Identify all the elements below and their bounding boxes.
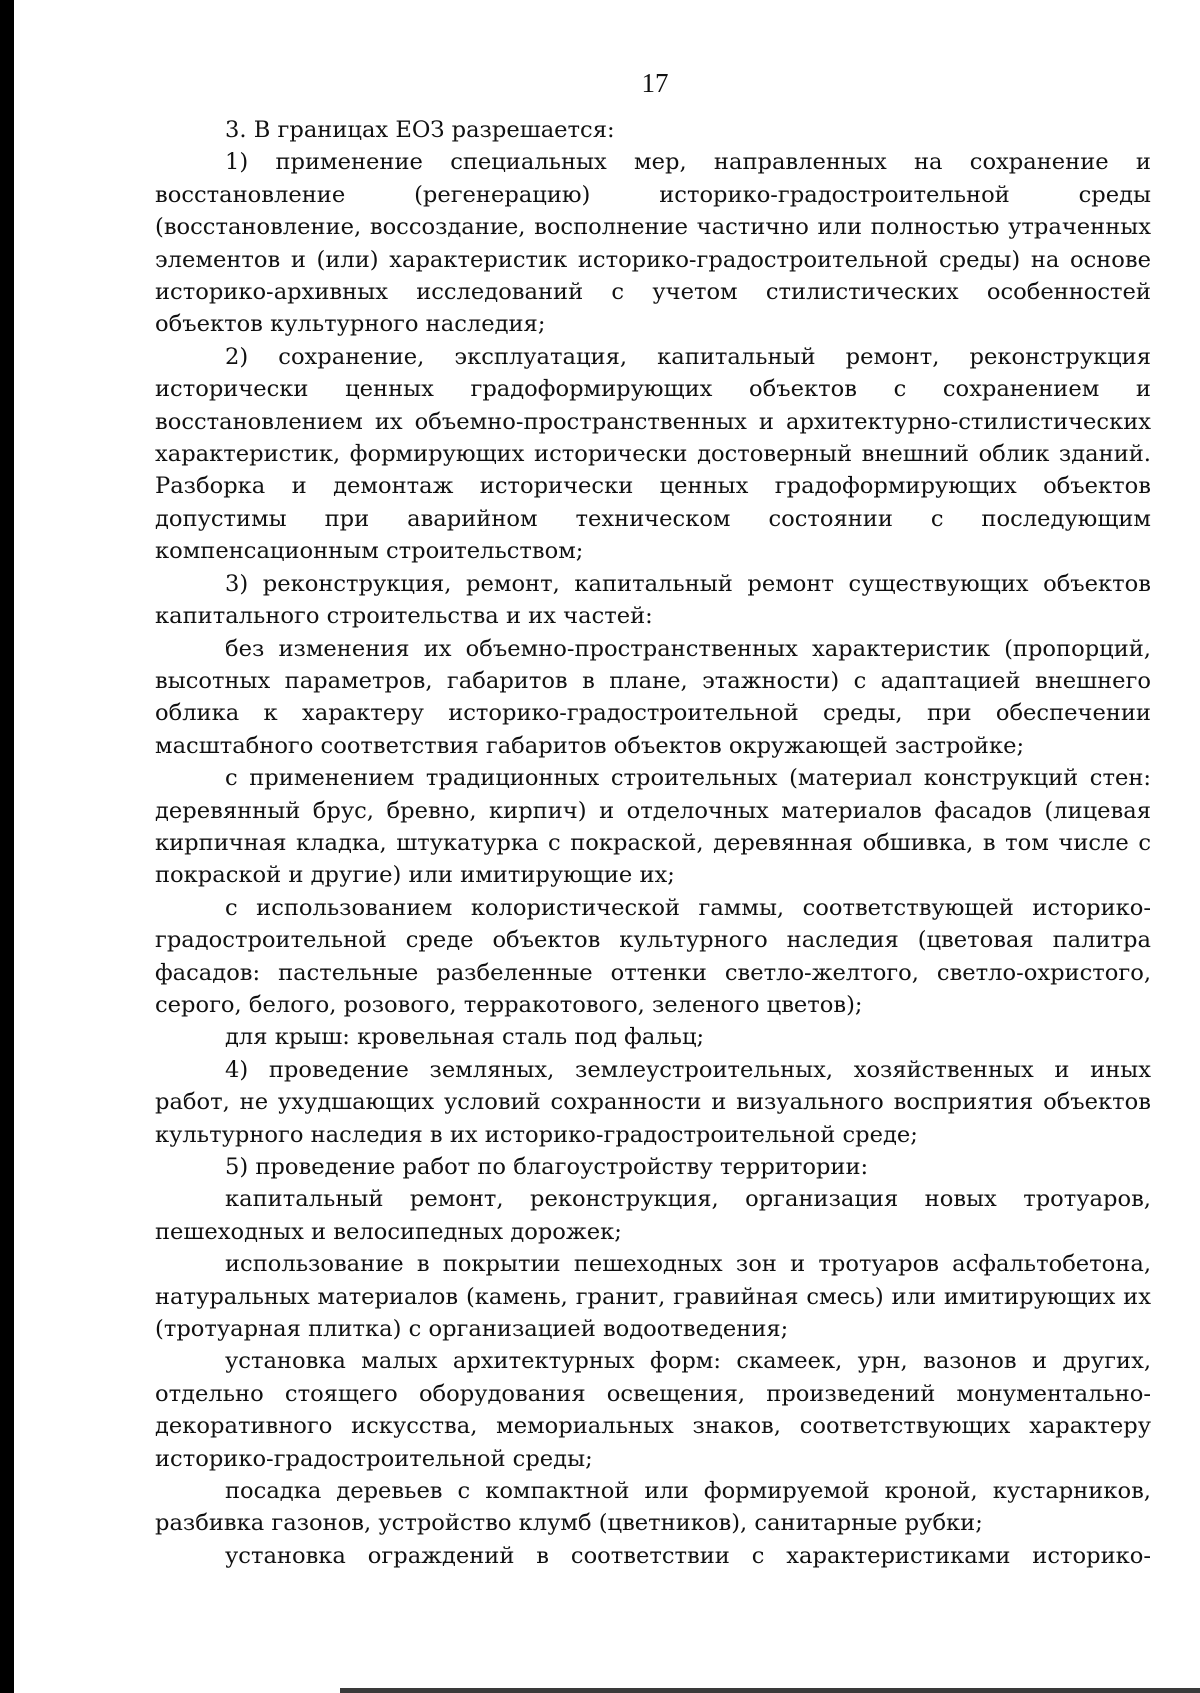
- paragraph: 2) сохранение, эксплуатация, капитальный ремонт, реконструкция исторически ценных градоформирующих объектов с сохранением и восстановлением их объемно-пространственных и архитектурно-стилистических характеристик, формирующих исторически достоверный внешний облик зданий. Разборка и демонтаж исторически ценных градоформирующих объектов допустимы при аварийном техническом состоянии с последующим компенсационным строительством;: [155, 343, 1151, 565]
- paragraph: 4) проведение земляных, землеустроительных, хозяйственных и иных работ, не ухудшающих условий сохранности и визуального восприятия объектов культурного наследия в их историко-градостроительной среде;: [155, 1056, 1151, 1148]
- paragraph: для крыш: кровельная сталь под фальц;: [225, 1024, 705, 1051]
- paragraph: установка малых архитектурных форм: скамеек, урн, вазонов и других, отдельно стоящего оборудования освещения, произведений монументально-декоративного искусства, мемориальных знаков, соответствующих характеру историко-градостроительной среды;: [155, 1348, 1151, 1472]
- paragraph: посадка деревьев с компактной или формируемой кроной, кустарников, разбивка газонов, устройство клумб (цветников), санитарные рубки;: [155, 1478, 1151, 1537]
- paragraph: 3) реконструкция, ремонт, капитальный ремонт существующих объектов капитального строительства и их частей:: [155, 570, 1151, 630]
- document-body: [155, 114, 1151, 1572]
- paragraph: использование в покрытии пешеходных зон и тротуаров асфальтобетона, натуральных материалов (камень, гранит, гравийная смесь) или имитирующих их (тротуарная плитка) с организацией водоотведения;: [155, 1251, 1151, 1343]
- page-number: 17: [641, 68, 669, 98]
- paragraph-continued: установка ограждений в соответствии с характеристиками историко-: [225, 1542, 1151, 1569]
- scan-border-left: [0, 0, 14, 1693]
- paragraph: капитальный ремонт, реконструкция, организация новых тротуаров, пешеходных и велосипедных дорожек;: [155, 1186, 1151, 1245]
- paragraph: с применением традиционных строительных (материал конструкций стен: деревянный брус, бревно, кирпич) и отделочных материалов фасадов (лицевая кирпичная кладка, штукатурка с покраской, деревянная обшивка, в том числе с покраской и другие) или имитирующие их;: [155, 765, 1151, 889]
- paragraph: 1) применение специальных мер, направленных на сохранение и восстановление (регенерацию) историко-градостроительной среды (восстановление, воссоздание, восполнение частично или полностью утраченных элементов и (или) характеристик историко-градостроительной среды) на основе историко-архивных исследований с учетом стилистических особенностей объектов культурного наследия;: [155, 149, 1151, 338]
- paragraph-heading: 3. В границах ЕОЗ разрешается:: [225, 117, 615, 143]
- scan-border-bottom: [340, 1688, 1200, 1693]
- paragraph: с использованием колористической гаммы, соответствующей историко-градостроительной среде объектов культурного наследия (цветовая палитра фасадов: пастельные разбеленные оттенки светло-желтого, светло-охристого, серого, белого, розового, терракотового, зеленого цветов);: [155, 894, 1151, 1018]
- paragraph: без изменения их объемно-пространственных характеристик (пропорций, высотных параметров, габаритов в плане, этажности) с адаптацией внешнего облика к характеру историко-градостроительной среды, при обеспечении масштабного соответствия габаритов объектов окружающей застройке;: [155, 635, 1151, 759]
- paragraph: 5) проведение работ по благоустройству территории:: [225, 1154, 869, 1180]
